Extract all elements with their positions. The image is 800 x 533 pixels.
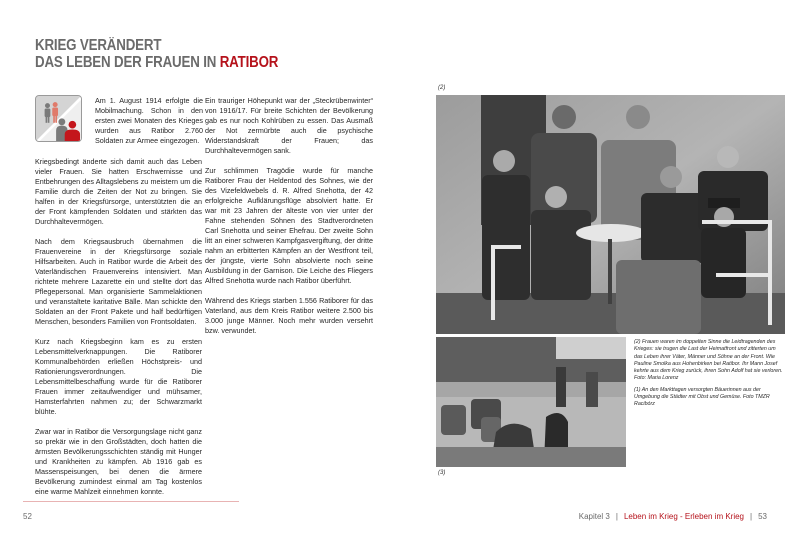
intro-paragraph: Am 1. August 1914 erfolgte die Mobilmachung. Schon in den ersten zwei Monaten des Krieges wurden aus Ratibor 2.760 Soldaten zur Armee eingezogen. <box>95 96 203 145</box>
title-line-2: DAS LEBEN DER FRAUEN IN RATIBOR <box>35 54 279 71</box>
paragraph: Während des Kriegs starben 1.556 Ratiborer für das Vaterland, aus dem Kreis Ratibor weitere 2.500 bis 3.000 junge Männer. Noch mehr wurden versehrt bzw. verwundet. <box>205 296 373 335</box>
family-photo <box>436 95 785 334</box>
page-title <box>35 37 278 71</box>
paragraph: Nach dem Kriegsausbruch übernahmen die Frauenvereine in der Kriegsfürsorge soziale Hilfsarbeiten. Auch in Ratibor wurde die Arbeit des Vaterländischen Frauenvereins intensiviert. Man richtete mehrere Lazarette ein und stellte dort das Pflegepersonal. Man organisierte Sammelaktionen und veranstaltete karitative Bälle. Man schickte den Soldaten an der Front Pakete und half bedürftigen Menschen, besonders Familien von Frontsoldaten. <box>35 237 202 326</box>
page-number-right: 53 <box>758 512 767 521</box>
paragraph: Zur schlimmen Tragödie wurde für manche Ratiborer Frau der Heldentod des Sohnes, wie der des Vizefeldwebels d. R. Alfred Snehotta, der 42 erfolgreiche Aufklärungsflüge absolviert hatte. Er war mit 23 Jahren der älteste von vier unter der Fahne stehenden Söhnen des Stadtverordneten Carl Snehotta und seiner Ehefrau. Der zweite Sohn litt an einer schweren Kampfgasvergiftung, der dritte nahm an erbitterten Kämpfen an der Westfront teil, der jüngste, vierte Sohn absolvierte noch seine Ausbildung in der Garnison. Die Leiche des Fliegers Alfred Snehotta wurde nach Ratibor überführt. <box>205 166 373 285</box>
photo2-label: (3) <box>438 470 446 476</box>
caption-market: (1) An den Markttagen versorgten Bäuerinnen aus der Umgebung die Städter mit Obst und Gemüse. Foto TMZR Racibórz <box>634 386 770 408</box>
photo1-label: (2) <box>438 85 446 91</box>
text-column-2 <box>205 96 373 346</box>
chapter-label: Kapitel 3 <box>578 512 610 521</box>
chapter-title: Leben im Krieg - Erleben im Krieg <box>623 512 745 521</box>
caption-family: (2) Frauen waren im doppelten Sinne die Leidtragenden des Krieges: sie trugen die Last der Heimatfront und zitterten um das Leben ihrer Väter, Männer und Söhne an der Front. Wie Pauline Smolka aus Hohenbirken bei Ratibor. Ihr Mann Josef kehrte aus dem Krieg zurück, ihren Sohn Adolf hat sie verloren. Foto: Maria Lorenz <box>634 339 783 382</box>
page-number-left: 52 <box>23 512 32 521</box>
paragraph: Ein trauriger Höhepunkt war der „Steckrübenwinter“ von 1916/17. Für breite Schichten der Bevölkerung gab es nur noch Kohlrüben zu essen. Das Ausmaß der Not zermürbte auch die psychische Widerstandskraft der Frauen; das Durchhaltevermögen sank. <box>205 96 373 155</box>
text-column-1 <box>35 157 202 507</box>
title-accent: RATIBOR <box>219 54 279 71</box>
running-footer <box>579 512 767 521</box>
footer-separator: | <box>750 512 753 521</box>
paragraph: Kurz nach Kriegsbeginn kam es zu ersten Lebensmittelverknappungen. Die Ratiborer Kommunalbehörden erließen Höchstpreis- und Rationierungsverordnungen. Die Lebensmittelbeschaffung wurde für die Ratiborer Frauen immer zeitaufwendiger und mühsamer, Hamsterfahrten nahmen zu; der Schwarzmarkt blühte. <box>35 337 202 416</box>
people-icon <box>35 95 82 142</box>
paragraph: Kriegsbedingt änderte sich damit auch das Leben vieler Frauen. Sie hatten Erschwernisse und Entbehrungen des Alltagslebens zu meistern um die Familie durch die Zeiten der Not zu bringen. Sie halfen in der Kriegsfürsorge, unterstützten die an der Front kämpfenden Soldaten und stärkten das Durchhaltevermögen. <box>35 157 202 226</box>
footer-separator: | <box>615 512 618 521</box>
paragraph: Zwar war in Ratibor die Versorgungslage nicht ganz so prekär wie in den Großstädten, doch hatten die ärmsten Bevölkerungsschichten ständig mit Hunger und Krankheiten zu kämpfen. Ab 1916 gab es Massenspeisungen, bei denen die ärmere Bevölkerung zumindest einmal am Tag kostenlos eine warme Mahlzeit einnehmen konnte. <box>35 427 202 496</box>
market-photo <box>436 337 626 467</box>
photo-captions <box>634 339 784 413</box>
title-line-1: KRIEG VERÄNDERT <box>35 37 162 54</box>
